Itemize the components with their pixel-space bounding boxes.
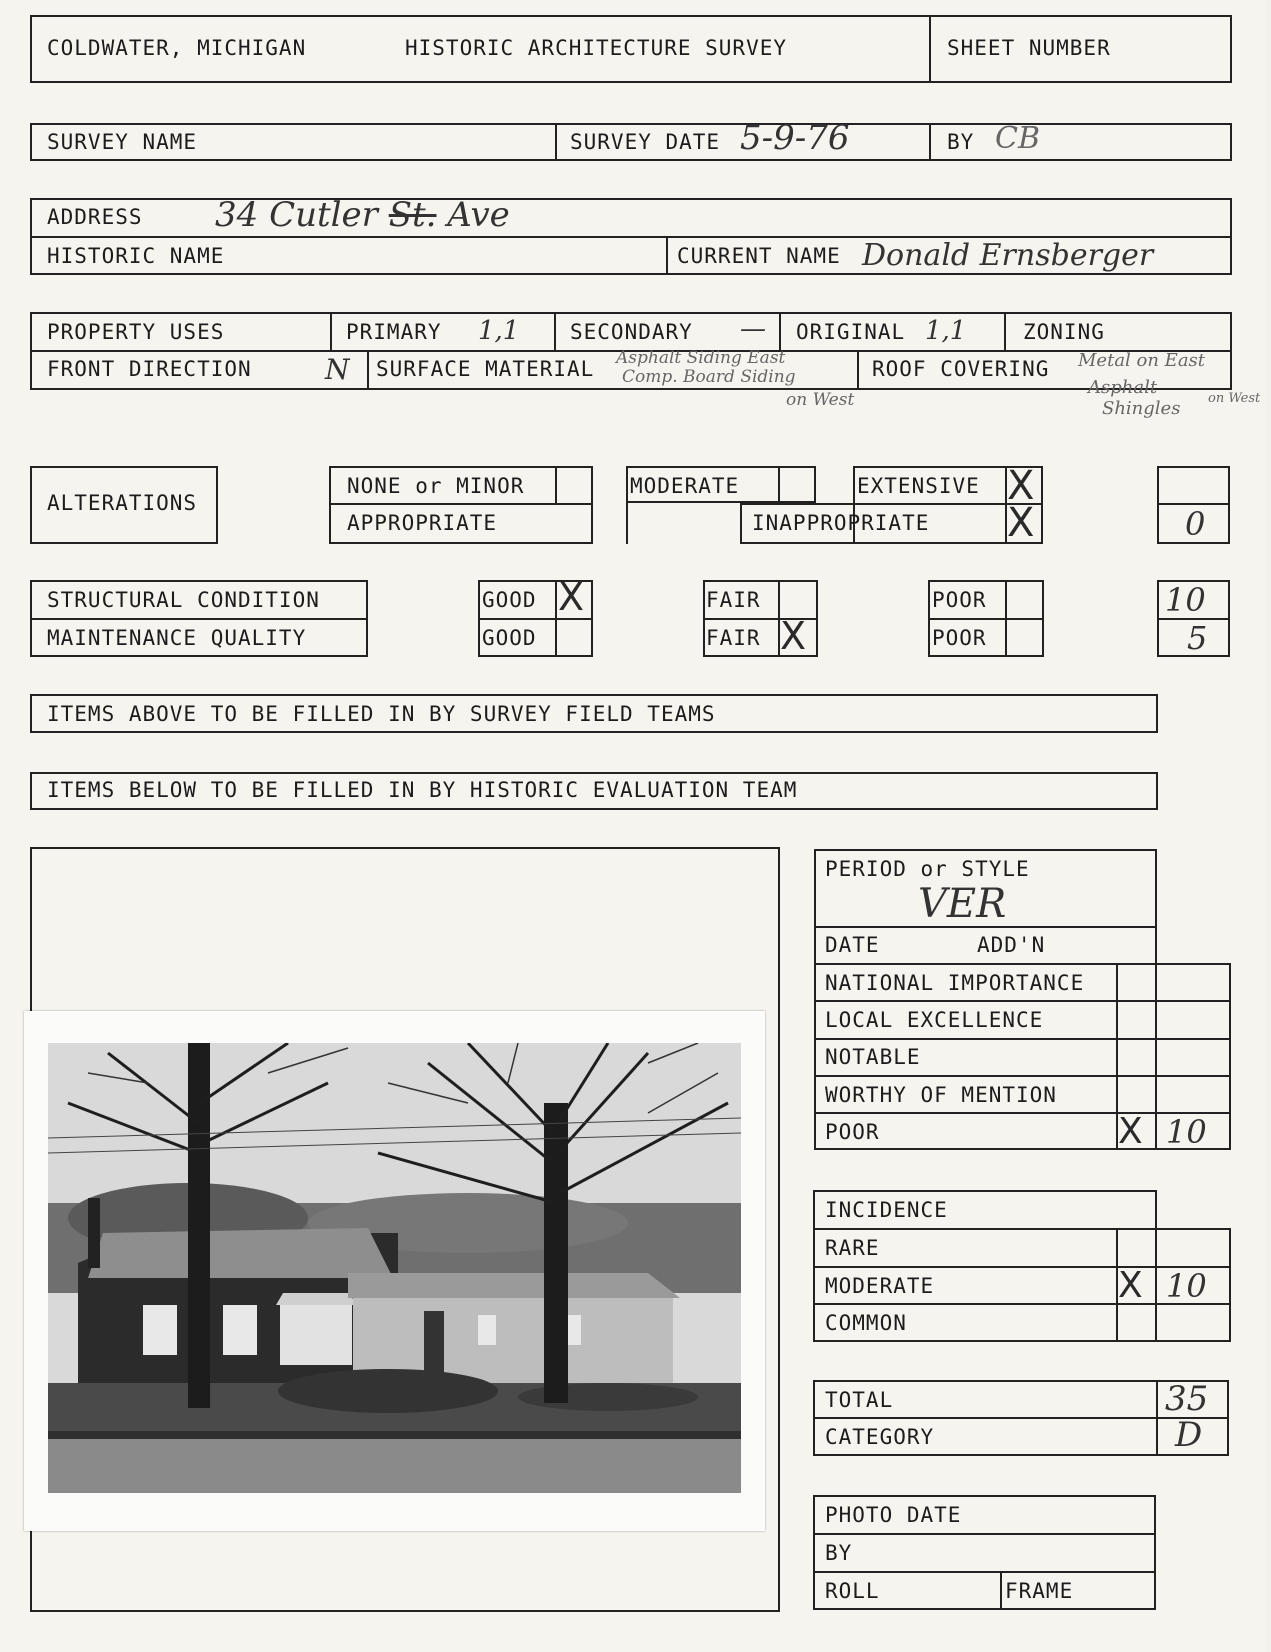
incidence-moderate-label: MODERATE — [825, 1274, 935, 1298]
structural-good-label: GOOD — [482, 588, 537, 612]
historic-name-label: HISTORIC NAME — [47, 244, 225, 268]
address-label: ADDRESS — [47, 205, 143, 229]
rare-label: RARE — [825, 1236, 880, 1260]
maintenance-good-label: GOOD — [482, 626, 537, 650]
period-style-label: PERIOD or STYLE — [825, 857, 1030, 881]
extensive-label: EXTENSIVE — [857, 474, 980, 498]
addn-label: ADD'N — [977, 933, 1046, 957]
roof-covering-line2: Asphalt — [1088, 377, 1158, 398]
common-label: COMMON — [825, 1311, 907, 1335]
poor-checkmark: X — [1118, 1111, 1143, 1152]
roof-covering-line3: Shingles — [1102, 398, 1181, 419]
inappropriate-label: INAPPROPRIATE — [752, 511, 930, 535]
surface-material-line1: Asphalt Siding East — [616, 348, 786, 368]
house-photo-image — [48, 1043, 741, 1493]
secondary-label: SECONDARY — [570, 320, 693, 344]
zoning-label: ZONING — [1023, 320, 1105, 344]
extensive-checkmark: X — [1007, 463, 1035, 509]
alterations-label: ALTERATIONS — [47, 491, 198, 515]
current-name-value: Donald Ernsberger — [862, 238, 1154, 273]
survey-by-value: CB — [995, 121, 1040, 156]
surface-material-line2: Comp. Board Siding — [622, 367, 796, 387]
property-uses-label: PROPERTY USES — [47, 320, 225, 344]
total-value: 35 — [1165, 1379, 1209, 1419]
primary-label: PRIMARY — [346, 320, 442, 344]
total-label: TOTAL — [825, 1388, 894, 1412]
incidence-label: INCIDENCE — [825, 1198, 948, 1222]
poor-score: 10 — [1166, 1113, 1207, 1151]
poor-label: POOR — [825, 1120, 880, 1144]
maintenance-score: 5 — [1187, 619, 1208, 657]
survey-by-label: BY — [947, 130, 975, 154]
house-photograph — [24, 1011, 765, 1531]
structural-fair-label: FAIR — [706, 588, 761, 612]
form-title: HISTORIC ARCHITECTURE SURVEY — [405, 36, 788, 60]
primary-value: 1,1 — [478, 316, 520, 346]
surface-material-line3: on West — [786, 390, 855, 410]
inappropriate-checkmark: X — [1007, 500, 1035, 546]
category-value: D — [1175, 1415, 1203, 1455]
frame-label: FRAME — [1005, 1579, 1074, 1603]
original-value: 1,1 — [925, 316, 967, 346]
note-below: ITEMS BELOW TO BE FILLED IN BY HISTORIC EVALUATION TEAM — [47, 778, 798, 802]
appropriate-label: APPROPRIATE — [347, 511, 498, 535]
roof-covering-line4: on West — [1208, 391, 1261, 406]
sheet-number-label: SHEET NUMBER — [947, 36, 1111, 60]
city-label: COLDWATER, MICHIGAN — [47, 36, 307, 60]
notable-label: NOTABLE — [825, 1045, 921, 1069]
roof-covering-line1: Metal on East — [1078, 350, 1206, 371]
survey-name-label: SURVEY NAME — [47, 130, 198, 154]
front-direction-label: FRONT DIRECTION — [47, 357, 252, 381]
category-label: CATEGORY — [825, 1425, 935, 1449]
incidence-moderate-score: 10 — [1166, 1267, 1207, 1305]
current-name-label: CURRENT NAME — [677, 244, 841, 268]
survey-date-label: SURVEY DATE — [570, 130, 721, 154]
note-above: ITEMS ABOVE TO BE FILLED IN BY SURVEY FIELD TEAMS — [47, 702, 716, 726]
structural-condition-label: STRUCTURAL CONDITION — [47, 588, 320, 612]
local-excellence-label: LOCAL EXCELLENCE — [825, 1008, 1044, 1032]
date-label: DATE — [825, 933, 880, 957]
structural-good-checkmark: X — [558, 575, 585, 619]
maintenance-poor-label: POOR — [932, 626, 987, 650]
moderate-label: MODERATE — [630, 474, 740, 498]
survey-date-value: 5-9-76 — [740, 118, 850, 158]
period-style-value: VER — [918, 881, 1007, 927]
none-minor-label: NONE or MINOR — [347, 474, 525, 498]
photo-date-label: PHOTO DATE — [825, 1503, 962, 1527]
maintenance-fair-label: FAIR — [706, 626, 761, 650]
front-direction-value: N — [325, 353, 350, 386]
national-importance-label: NATIONAL IMPORTANCE — [825, 971, 1085, 995]
photo-by-label: BY — [825, 1541, 853, 1565]
address-value: 34 Cutler St. Ave — [215, 195, 510, 235]
alterations-score: 0 — [1185, 505, 1206, 543]
structural-poor-label: POOR — [932, 588, 987, 612]
secondary-value: — — [740, 314, 766, 344]
worthy-of-mention-label: WORTHY OF MENTION — [825, 1083, 1057, 1107]
maintenance-quality-label: MAINTENANCE QUALITY — [47, 626, 307, 650]
roof-covering-label: ROOF COVERING — [872, 357, 1050, 381]
original-label: ORIGINAL — [796, 320, 906, 344]
surface-material-label: SURFACE MATERIAL — [376, 357, 595, 381]
structural-score: 10 — [1165, 581, 1206, 619]
maintenance-fair-checkmark: X — [780, 614, 807, 658]
roll-label: ROLL — [825, 1579, 880, 1603]
incidence-moderate-checkmark: X — [1118, 1265, 1143, 1306]
